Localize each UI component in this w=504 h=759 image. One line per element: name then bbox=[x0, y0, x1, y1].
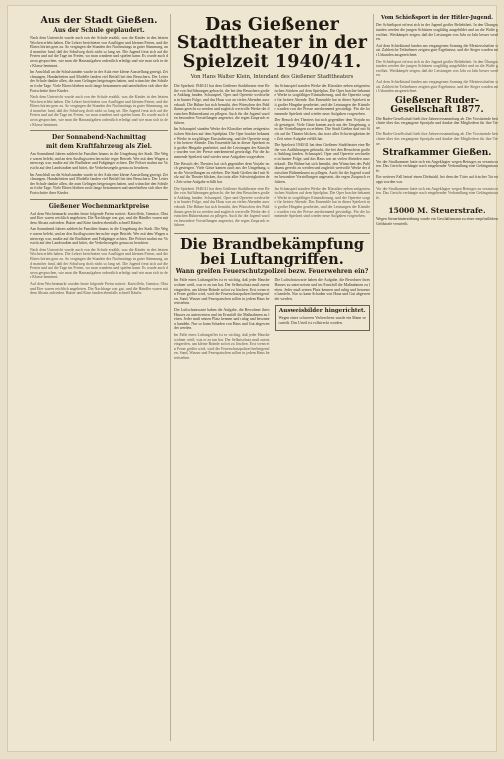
newspaper-page bbox=[8, 6, 496, 751]
article-body: Wegen Steuerhinterziehung wurde ein Geschäftsmann zu einer empfindlichen Geldstrafe verurteilt. bbox=[376, 217, 498, 226]
article-body: Nach dem Unterricht wurde auch von der Schule erzählt, was die Kinder in den letzten Wochen erlebt haben. Die Lehrer berichteten von Ausflügen und kleinen Feiern, und die Eltern hörten gern zu. So vergingen die Stunden des Nachmittags in guter Stimmung, und mancher fand, daß der Schulweg doch nicht so lang sei. Die Jugend freut sich auf die Ferien und auf die Tage im Freien, wo man wandern und spielen kann. Es wurde auch davon gesprochen, wie man die Hausaufgaben ordentlich erledigt und wie man sich in der Klasse benimmt. bbox=[30, 95, 168, 127]
article-body: Der Schießsport erfreut sich in der Jugend großer Beliebtheit. In den Übungsstunden werden die jungen Schützen sorgfältig ausgebildet und an die Waffe gewöhnt. Wettkämpfe zeigen, daß die Leistungen von Jahr zu Jahr besser werden. bbox=[376, 59, 498, 78]
divider bbox=[30, 199, 168, 200]
article-body: Auf dem Wochenmarkt wurden heute folgende Preise notiert: Kartoffeln, Gemüse, Obst und Eier waren reichlich angeboten. Die Nachfrage war gut, und die Händler waren mit dem Absatz zufrieden. Butter und Käse fanden ebenfalls schnell Käufer. bbox=[30, 281, 168, 296]
article-columns bbox=[174, 84, 370, 230]
article-body: Im Falle eines Luftangriffes ist es wichtig, daß jeder Hausbewohner weiß, was er zu tun hat. Der Selbstschutz muß zuerst eingreifen, um kleine Brände sofort zu löschen. Erst wenn ein Feuer größer wird, wird die Feuerschutzpolizei herbeigerufen. Sand, Wasser und Feuerpatschen sollen in jedem Haus bereitstehen. bbox=[174, 332, 270, 360]
middle-column bbox=[174, 14, 370, 743]
article-body: Im Falle eines Luftangriffes ist es wichtig, daß jeder Hausbewohner weiß, was er zu tun hat. Der Selbstschutz muß zuerst eingreifen, um kleine Brände sofort zu löschen. Erst wenn ein Feuer größer wird, wird die Feuerschutzpolizei herbeigerufen. Sand, Wasser und Feuerpatschen sollen in jedem Haus bereitstehen. bbox=[174, 278, 270, 306]
article-body: Am Sonnabend fuhren zahlreiche Familien hinaus in die Umgebung der Stadt. Die Wege waren belebt, und an den Ausflugsorten herrschte reger Betrieb. Wer mit dem Wagen unterwegs war, mußte auf die Radfahrer und Fußgänger achten. Die Polizei mahnt zur Vorsicht auf den Landstraßen und bittet, die Verkehrsregeln genau zu beachten. bbox=[30, 227, 168, 246]
notice-box bbox=[275, 305, 371, 330]
article-headline: 15000 M. Steuerstrafe. bbox=[388, 206, 486, 216]
article-body: Im Anschluß an die Schulstunden wurde in der Aula eine kleine Ausstellung gezeigt. Zeichnungen, Handarbeiten und Modelle fanden viel Beifall bei den Besuchern. Der Leiter der Schule dankte allen, die zum Gelingen beigetragen hatten, und wünschte den Schülern frohe Tage. Viele Eltern blieben noch lange beisammen und unterhielten sich über die Fortschritte ihrer Kinder. bbox=[30, 172, 168, 195]
notice-body: Wegen eines schweren Verbrechens wurde ein Mann verurteilt. Das Urteil ist vollstreckt worden. bbox=[278, 316, 366, 325]
section-heading: Aus der Stadt Gießen. bbox=[40, 15, 158, 26]
article-body: Ein weiterer Fall betraf einen Diebstahl, bei dem der Täter auf frischer Tat ertappt worden war. bbox=[376, 175, 498, 185]
column-rule bbox=[170, 14, 171, 741]
section-heading: Gießener Ruder-Gesellschaft 1877. bbox=[390, 95, 484, 116]
article-body: Die Spielzeit 1940/41 hat dem Gießener Stadttheater eine Reihe von Aufführungen gebracht, die bei den Besuchern großen Anklang fanden. Schauspiel, Oper und Operette wechselten in bunter Folge, und das Haus war an vielen Abenden ausverkauft. Die Bühne hat sich bemüht, den Wünschen des Publikums gerecht zu werden und zugleich wertvolle Werke der deutschen Bühnenkunst zu pflegen. Auch für die Jugend wurden besondere Vorstellungen angesetzt, die regen Zuspruch erfuhren. bbox=[174, 84, 270, 125]
article-body: Der Besuch des Theaters hat sich gegenüber dem Vorjahr noch gesteigert. Viele Gäste kamen auch aus der Umgebung, um die Vorstellungen zu erleben. Die Stadt Gießen darf mit Stolz auf ihr Theater blicken, das trotz aller Schwierigkeiten der Zeit seine Aufgabe erfüllt hat. bbox=[174, 161, 270, 184]
article-headline: Aus der Schule geplaudert. bbox=[53, 26, 145, 34]
article-body: Auf dem Schießstand fanden am vergangenen Sonntag die Meisterschaften statt. Zahlreiche Teilnehmer zeigten gute Ergebnisse, und die Sieger wurden mit Urkunden ausgezeichnet. bbox=[376, 79, 498, 94]
article-body: Nach dem Unterricht wurde auch von der Schule erzählt, was die Kinder in den letzten Wochen erlebt haben. Die Lehrer berichteten von Ausflügen und kleinen Feiern, und die Eltern hörten gern zu. So vergingen die Stunden des Nachmittags in guter Stimmung, und mancher fand, daß der Schulweg doch nicht so lang sei. Die Jugend freut sich auf die Ferien und auf die Tage im Freien, wo man wandern und spielen kann. Es wurde auch davon gesprochen, wie man die Hausaufgaben ordentlich erledigt und wie man sich in der Klasse benimmt. bbox=[30, 35, 168, 68]
article-body: Die Ruder-Gesellschaft hielt ihre Jahresversammlung ab. Der Vorsitzende berichtete über das vergangene Sportjahr und dankte den Mitgliedern für ihre Treue. bbox=[376, 116, 498, 130]
article-body: Vor der Strafkammer hatte sich ein Angeklagter wegen Betruges zu verantworten. Das Gericht verhängte nach eingehender Verhandlung eine Gefängnisstrafe. bbox=[376, 159, 498, 173]
article-body: Auf dem Schießstand fanden am vergangenen Sonntag die Meisterschaften statt. Zahlreiche Teilnehmer zeigten gute Ergebnisse, und die Sieger wurden mit Urkunden ausgezeichnet. bbox=[376, 43, 498, 58]
article-body: Im Schauspiel standen Werke der Klassiker neben zeitgenössischen Stücken auf dem Spielplan. Die Oper brachte bekannte Werke in sorgfältiger Einstudierung, und die Operette sorgte für heitere Abende. Das Ensemble hat in dieser Spielzeit mit großer Hingabe gearbeitet, und die Leistungen der Künstler wurden von der Presse anerkennend gewürdigt. Für die kommende Spielzeit sind wieder neue Aufgaben vorgesehen. bbox=[274, 186, 370, 219]
byline: Von Hans Walter Klein, Intendant des Gießener Stadttheaters bbox=[190, 74, 354, 81]
section-heading: Strafkammer Gießen. bbox=[382, 148, 492, 159]
article-body: Auf dem Wochenmarkt wurden heute folgende Preise notiert: Kartoffeln, Gemüse, Obst und Eier waren reichlich angeboten. Die Nachfrage war gut, und die Händler waren mit dem Absatz zufrieden. Butter und Käse fanden ebenfalls schnell Käufer. bbox=[30, 211, 168, 225]
second-subheadline: Wann greifen Feuerschutzpolizei bezw. Feuerwehren ein? bbox=[175, 268, 369, 276]
left-column bbox=[30, 14, 168, 743]
article-subheadline: mit dem Kraftfahrzeug als Ziel. bbox=[46, 143, 152, 151]
article-body: Die Spielzeit 1940/41 hat dem Gießener Stadttheater eine Reihe von Aufführungen gebracht, die bei den Besuchern großen Anklang fanden. Schauspiel, Oper und Operette wechselten in bunter Folge, und das Haus war an vielen Abenden ausverkauft. Die Bühne hat sich bemüht, den Wünschen des Publikums gerecht zu werden und zugleich wertvolle Werke der deutschen Bühnenkunst zu pflegen. Auch für die Jugend wurden besondere Vorstellungen angesetzt, die regen Zuspruch erfuhren. bbox=[274, 143, 370, 184]
article-body: Vor der Strafkammer hatte sich ein Angeklagter wegen Betruges zu verantworten. Das Gericht verhängte nach eingehender Verhandlung eine Gefängnisstrafe. bbox=[376, 186, 498, 200]
article-headline: Gießener Wochenmarktpreise bbox=[48, 202, 150, 210]
article-body: Der Schießsport erfreut sich in der Jugend großer Beliebtheit. In den Übungsstunden werden die jungen Schützen sorgfältig ausgebildet und an die Waffe gewöhnt. Wettkämpfe zeigen, daß die Leistungen von Jahr zu Jahr besser werden. bbox=[376, 23, 498, 42]
article-body: Im Schauspiel standen Werke der Klassiker neben zeitgenössischen Stücken auf dem Spielplan. Die Oper brachte bekannte Werke in sorgfältiger Einstudierung, und die Operette sorgte für heitere Abende. Das Ensemble hat in dieser Spielzeit mit großer Hingabe gearbeitet, und die Leistungen der Künstler wurden von der Presse anerkennend gewürdigt. Für die kommende Spielzeit sind wieder neue Aufgaben vorgesehen. bbox=[174, 127, 270, 160]
divider bbox=[174, 233, 370, 234]
article-headline: Der Sonnabend-Nachmittag bbox=[52, 134, 146, 142]
article-body: Der Besuch des Theaters hat sich gegenüber dem Vorjahr noch gesteigert. Viele Gäste kamen auch aus der Umgebung, um die Vorstellungen zu erleben. Die Stadt Gießen darf mit Stolz auf ihr Theater blicken, das trotz aller Schwierigkeiten der Zeit seine Aufgabe erfüllt hat. bbox=[274, 118, 370, 141]
article-body: Die Ruder-Gesellschaft hielt ihre Jahresversammlung ab. Der Vorsitzende berichtete über das vergangene Sportjahr und dankte den Mitgliedern für ihre Treue. bbox=[376, 132, 498, 146]
main-headline: Das Gießener Stadttheater in der Spielzeit 1940/41. bbox=[176, 15, 368, 72]
article-body: Die Luftschutzwarte haben die Aufgabe, die Bewohner ihres Hauses zu unterweisen und im Ernstfall die Maßnahmen zu leiten. Jeder muß seinen Platz kennen und ruhig und besonnen handeln. Nur so kann Schaden von Haus und Gut abgewendet werden. bbox=[274, 278, 370, 301]
article-body: Die Luftschutzwarte haben die Aufgabe, die Bewohner ihres Hauses zu unterweisen und im Ernstfall die Maßnahmen zu leiten. Jeder muß seinen Platz kennen und ruhig und besonnen handeln. Nur so kann Schaden von Haus und Gut abgewendet werden. bbox=[174, 307, 270, 331]
article-body: Die Spielzeit 1940/41 hat dem Gießener Stadttheater eine Reihe von Aufführungen gebracht, die bei den Besuchern großen Anklang fanden. Schauspiel, Oper und Operette wechselten in bunter Folge, und das Haus war an vielen Abenden ausverkauft. Die Bühne hat sich bemüht, den Wünschen des Publikums gerecht zu werden und zugleich wertvolle Werke der deutschen Bühnenkunst zu pflegen. Auch für die Jugend wurden besondere Vorstellungen angesetzt, die regen Zuspruch erfuhren. bbox=[174, 186, 270, 228]
article-body: Am Sonnabend fuhren zahlreiche Familien hinaus in die Umgebung der Stadt. Die Wege waren belebt, und an den Ausflugsorten herrschte reger Betrieb. Wer mit dem Wagen unterwegs war, mußte auf die Radfahrer und Fußgänger achten. Die Polizei mahnt zur Vorsicht auf den Landstraßen und bittet, die Verkehrsregeln genau zu beachten. bbox=[30, 152, 168, 171]
right-column bbox=[376, 14, 498, 743]
section-heading: Vom Schießsport in der Hitler-Jugend. bbox=[381, 15, 493, 21]
column-rule bbox=[373, 14, 374, 741]
divider bbox=[30, 130, 168, 131]
notice-title: Ausweisbilder hingerichtet. bbox=[278, 308, 366, 315]
second-headline: Die Brandbekämpfung bei Luftangriffen. bbox=[179, 235, 365, 269]
article-body: Nach dem Unterricht wurde auch von der Schule erzählt, was die Kinder in den letzten Wochen erlebt haben. Die Lehrer berichteten von Ausflügen und kleinen Feiern, und die Eltern hörten gern zu. So vergingen die Stunden des Nachmittags in guter Stimmung, und mancher fand, daß der Schulweg doch nicht so lang sei. Die Jugend freut sich auf die Ferien und auf die Tage im Freien, wo man wandern und spielen kann. Es wurde auch davon gesprochen, wie man die Hausaufgaben ordentlich erledigt und wie man sich in der Klasse benimmt. bbox=[30, 247, 168, 280]
article-body: Im Anschluß an die Schulstunden wurde in der Aula eine kleine Ausstellung gezeigt. Zeichnungen, Handarbeiten und Modelle fanden viel Beifall bei den Besuchern. Der Leiter der Schule dankte allen, die zum Gelingen beigetragen hatten, und wünschte den Schülern frohe Tage. Viele Eltern blieben noch lange beisammen und unterhielten sich über die Fortschritte ihrer Kinder. bbox=[30, 70, 168, 93]
article-body: Im Schauspiel standen Werke der Klassiker neben zeitgenössischen Stücken auf dem Spielplan. Die Oper brachte bekannte Werke in sorgfältiger Einstudierung, und die Operette sorgte für heitere Abende. Das Ensemble hat in dieser Spielzeit mit großer Hingabe gearbeitet, und die Leistungen der Künstler wurden von der Presse anerkennend gewürdigt. Für die kommende Spielzeit sind wieder neue Aufgaben vorgesehen. bbox=[274, 84, 370, 116]
article-columns bbox=[174, 278, 370, 362]
